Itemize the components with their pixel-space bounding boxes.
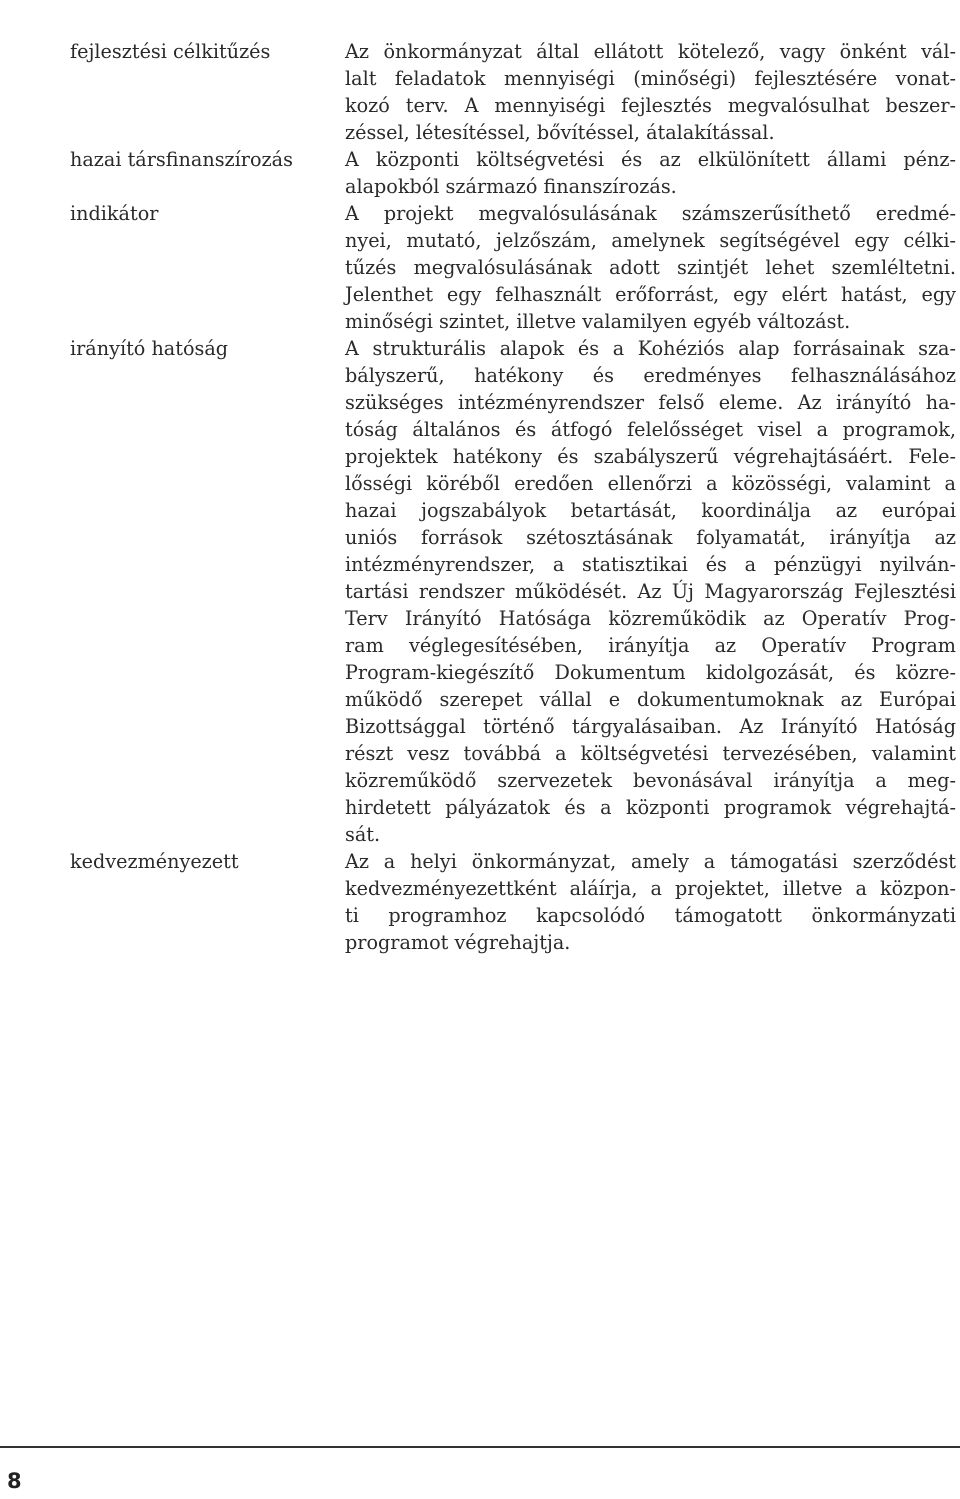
definition-line: Jelenthet egy felhasznált erőforrást, egy elért hatást, egy (345, 283, 956, 306)
definition-line: nyei, mutató, jelzőszám, amelynek segítségével egy célki- (345, 229, 956, 252)
definition-line: Program-kiegészítő Dokumentum kidolgozását, és közre- (345, 661, 956, 684)
definition-line: kozó terv. A mennyiségi fejlesztés megvalósulhat beszer- (345, 94, 956, 117)
glossary-term: fejlesztési célkitűzés (70, 40, 271, 63)
definition-line: minőségi szintet, illetve valamilyen egyéb változást. (345, 310, 851, 333)
definition-line: tartási rendszer működését. Az Új Magyarország Fejlesztési (345, 580, 956, 603)
definition-line: tóság általános és átfogó felelősséget visel a programok, (345, 418, 956, 441)
glossary-entry (70, 848, 956, 956)
definition-line: alapokból származó finanszírozás. (345, 175, 677, 198)
definition-line: lősségi köréből eredően ellenőrzi a közösségi, valamint a (345, 472, 956, 495)
page-number: 8 (7, 1469, 22, 1493)
glossary-definition (345, 848, 956, 956)
footer-rule (0, 1446, 960, 1448)
definition-line: Az a helyi önkormányzat, amely a támogatási szerződést (345, 850, 956, 873)
glossary-entry (70, 146, 956, 200)
definition-line: intézményrendszer, a statisztikai és a pénzügyi nyilván- (345, 553, 956, 576)
definition-line: Terv Irányító Hatósága közreműködik az Operatív Prog- (345, 607, 956, 630)
glossary-term: hazai társfinanszírozás (70, 148, 293, 171)
definition-line: sát. (345, 823, 381, 846)
glossary-term: indikátor (70, 202, 159, 225)
definition-line: közreműködő szervezetek bevonásával irányítja a meg- (345, 769, 956, 792)
glossary-definition (345, 335, 956, 848)
definition-line: működő szerepet vállal e dokumentumoknak az Európai (345, 688, 956, 711)
definition-line: tűzés megvalósulásának adott szintjét lehet szemléltetni. (345, 256, 956, 279)
definition-line: programot végrehajtja. (345, 931, 571, 954)
definition-line: hazai jogszabályok betartását, koordinálja az európai (345, 499, 956, 522)
definition-line: lalt feladatok mennyiségi (minőségi) fejlesztésére vonat- (345, 67, 956, 90)
definition-line: bályszerű, hatékony és eredményes felhasználásához (345, 364, 956, 387)
glossary-entry (70, 200, 956, 335)
glossary-term: kedvezményezett (70, 850, 239, 873)
definition-line: Az önkormányzat által ellátott kötelező, vagy önként vál- (345, 40, 956, 63)
definition-line: uniós források szétosztásának folyamatát, irányítja az (345, 526, 956, 549)
definition-line: A strukturális alapok és a Kohéziós alap forrásainak sza- (345, 337, 956, 360)
definition-line: hirdetett pályázatok és a központi programok végrehajtá- (345, 796, 956, 819)
glossary-definition (345, 38, 956, 146)
definition-line: ram véglegesítésében, irányítja az Operatív Program (345, 634, 956, 657)
definition-line: részt vesz továbbá a költségvetési tervezésében, valamint (345, 742, 956, 765)
glossary-list (70, 38, 956, 956)
definition-line: A projekt megvalósulásának számszerűsíthető eredmé- (345, 202, 956, 225)
glossary-entry (70, 38, 956, 146)
definition-line: ti programhoz kapcsolódó támogatott önkormányzati (345, 904, 956, 927)
definition-line: Bizottsággal történő tárgyalásaiban. Az Irányító Hatóság (345, 715, 956, 738)
definition-line: projektek hatékony és szabályszerű végrehajtásáért. Fele- (345, 445, 956, 468)
definition-line: zéssel, létesítéssel, bővítéssel, átalakítással. (345, 121, 775, 144)
definition-line: szükséges intézményrendszer felső eleme. Az irányító ha- (345, 391, 956, 414)
glossary-definition (345, 146, 956, 200)
definition-line: kedvezményezettként aláírja, a projektet, illetve a közpon- (345, 877, 956, 900)
glossary-entry (70, 335, 956, 848)
definition-line: A központi költségvetési és az elkülönített állami pénz- (345, 148, 956, 171)
glossary-definition (345, 200, 956, 335)
glossary-term: irányító hatóság (70, 337, 229, 360)
